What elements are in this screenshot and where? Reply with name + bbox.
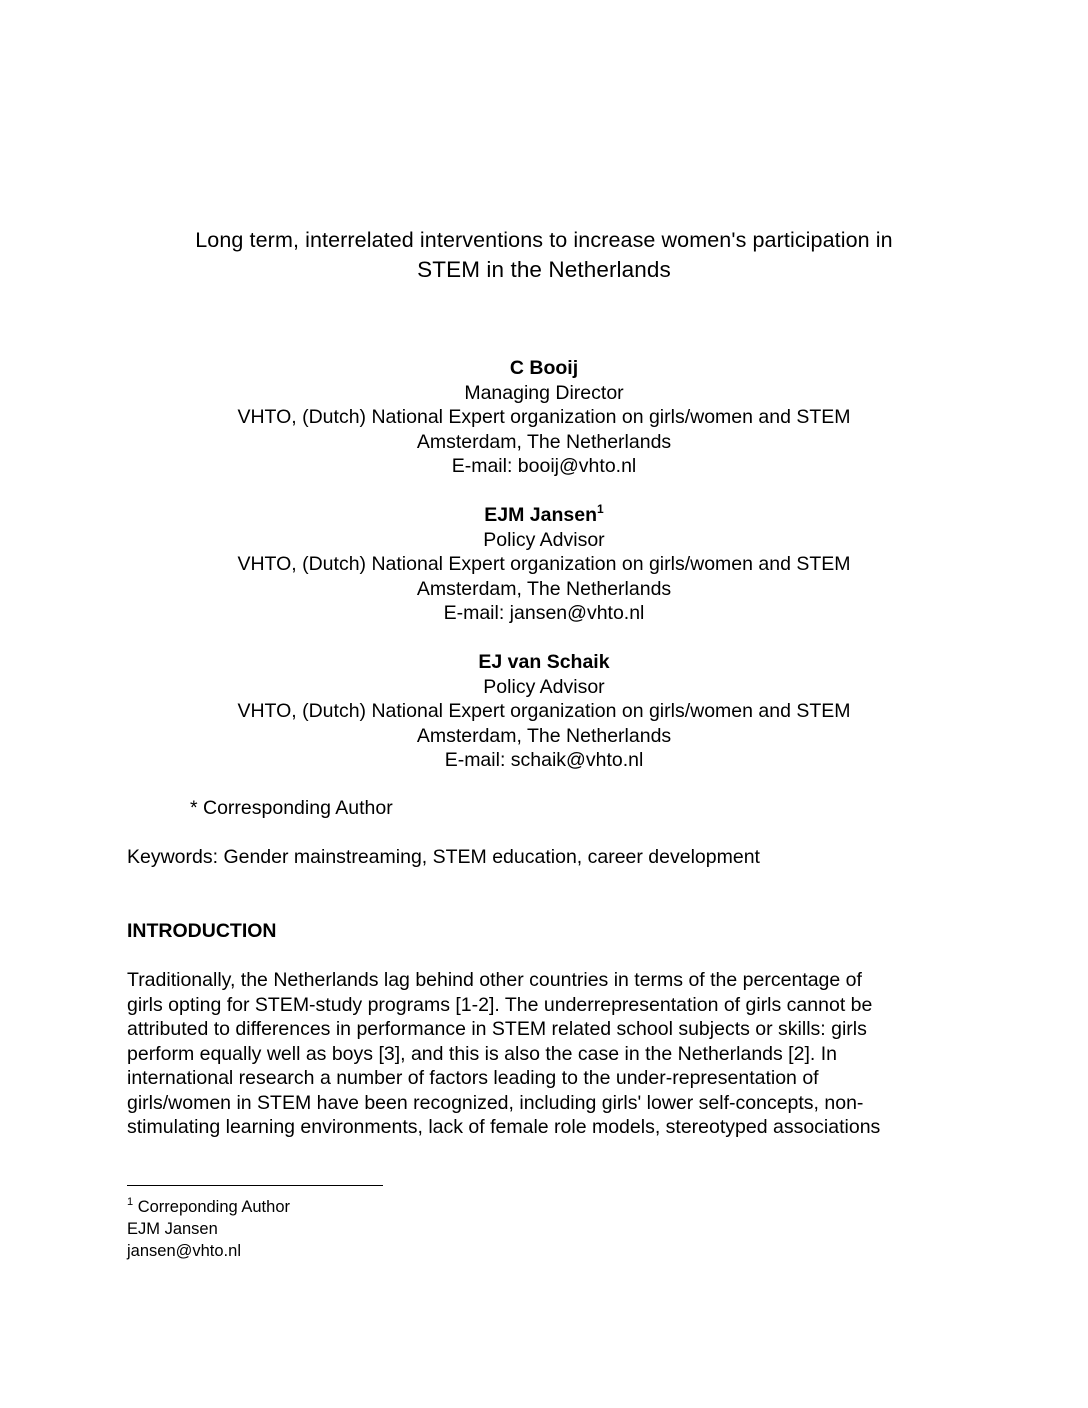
paragraph-line: stimulating learning environments, lack of female role models, stereotyped associations [127, 1116, 881, 1138]
footnote-line-2: EJM Jansen [127, 1220, 218, 1238]
author-block-jansen [0, 503, 1088, 626]
paragraph-line: girls opting for STEM-study programs [1-2]. The underrepresentation of girls cannot be [127, 993, 873, 1016]
footnote-line-1: $^1$ Correponding Author [127, 1195, 290, 1216]
author-location: Amsterdam, The Netherlands [416, 577, 672, 600]
author-email: E-mail: jansen@vhto.nl [443, 602, 645, 625]
title-line-2: STEM in the Netherlands [417, 257, 671, 282]
author-name: EJM Jansen$^1$ [484, 501, 604, 526]
keywords-line: Keywords: Gender mainstreaming, STEM education, career development [127, 846, 760, 868]
author-block-van-schaik [0, 650, 1088, 773]
paragraph-line: Traditionally, the Netherlands lag behind other countries in terms of the percentage of [127, 969, 862, 991]
footnote-line-3: jansen@vhto.nl [127, 1242, 241, 1260]
author-footnote-marker: 1 [597, 501, 604, 516]
paragraph-line: international research a number of factors leading to the under-representation of [127, 1067, 819, 1089]
corresponding-author-note: * Corresponding Author [190, 797, 393, 819]
author-name: EJ van Schaik [478, 651, 610, 673]
paragraph-line: perform equally well as boys [3], and this is also the case in the Netherlands [2]. In [127, 1042, 837, 1065]
author-email: E-mail: booij@vhto.nl [451, 455, 637, 478]
paragraph-line: attributed to differences in performance in STEM related school subjects or skills: girls [127, 1018, 867, 1040]
author-location: Amsterdam, The Netherlands [416, 724, 672, 747]
author-role: Managing Director [464, 381, 624, 404]
author-location: Amsterdam, The Netherlands [416, 430, 672, 453]
author-role: Policy Advisor [483, 528, 605, 551]
footnote-marker: 1 [127, 1195, 134, 1208]
author-block-booij [0, 356, 1088, 479]
footnote-divider [127, 1185, 383, 1186]
paragraph-line: girls/women in STEM have been recognized, including girls' lower self-concepts, non- [127, 1091, 864, 1114]
author-name: C Booij [509, 357, 579, 379]
introduction-paragraph [127, 968, 957, 1140]
title-line-1: Long term, interrelated interventions to increase women's participation in [195, 228, 893, 252]
author-affiliation: VHTO, (Dutch) National Expert organization on girls/women and STEM [237, 700, 851, 723]
author-role: Policy Advisor [483, 675, 605, 698]
author-affiliation: VHTO, (Dutch) National Expert organization on girls/women and STEM [237, 406, 851, 429]
author-email: E-mail: schaik@vhto.nl [444, 749, 644, 772]
footnote [127, 1196, 290, 1262]
paper-title [0, 226, 1088, 284]
author-affiliation: VHTO, (Dutch) National Expert organization on girls/women and STEM [237, 553, 851, 576]
section-heading-introduction: INTRODUCTION [127, 920, 277, 942]
